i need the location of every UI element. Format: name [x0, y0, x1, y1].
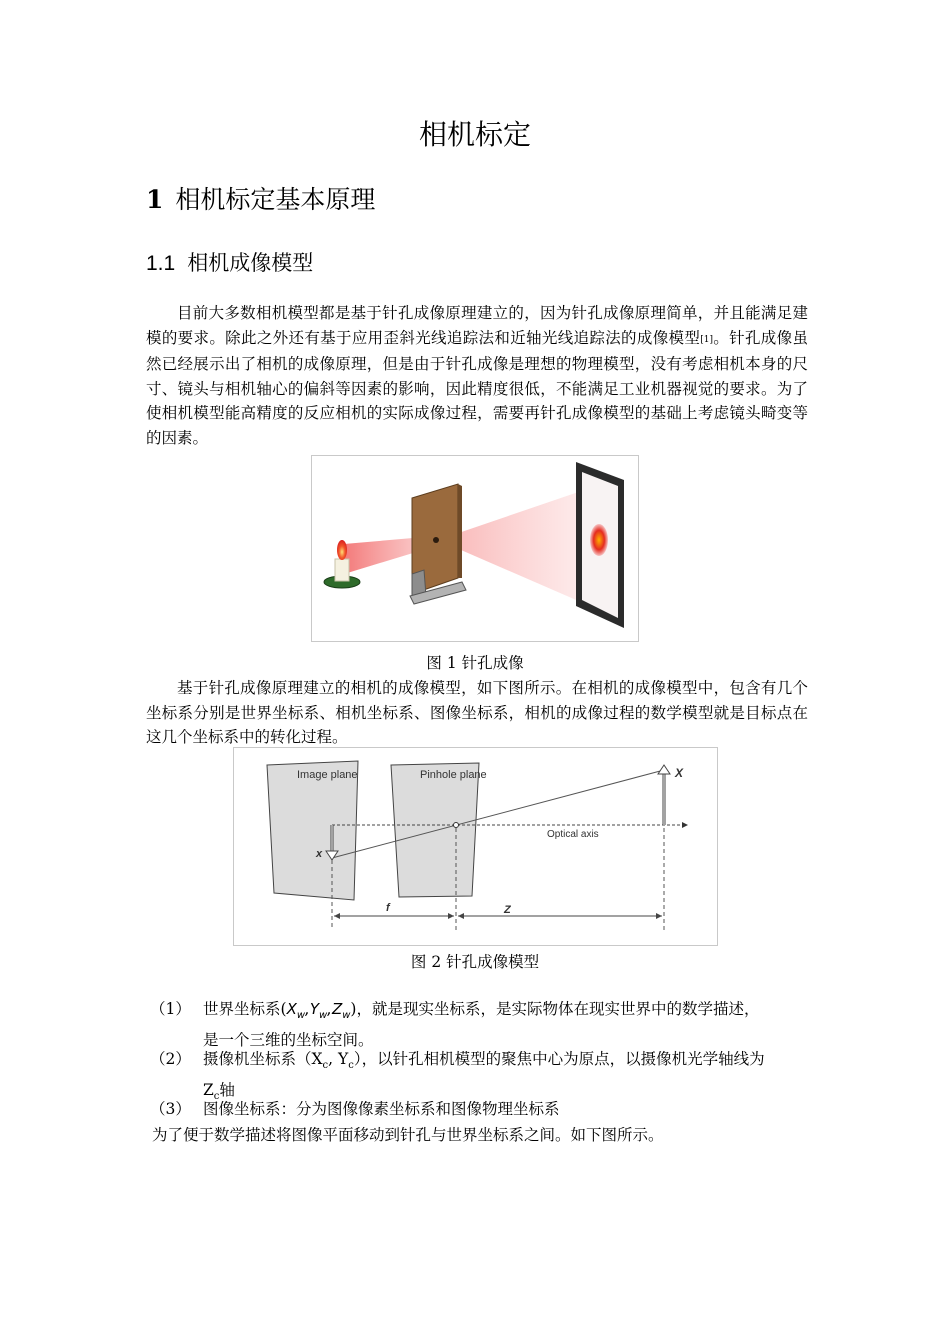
pinhole-plane-label: Pinhole plane — [420, 769, 487, 781]
list-text: ），以针孔相机模型的聚焦中心为原点，以摄像机光学轴线为 — [353, 1050, 765, 1068]
pinhole-plane — [391, 763, 479, 897]
dim-Z-arrow-right — [656, 913, 662, 919]
list-number: （3） — [150, 1100, 191, 1118]
list-text-line2: 是一个三维的坐标空间。 — [203, 1031, 374, 1049]
list-number: （1） — [150, 1000, 191, 1018]
subscript: c — [213, 1091, 220, 1102]
candle — [335, 559, 349, 581]
math-comma: , — [327, 1000, 332, 1018]
board-edge — [458, 484, 462, 578]
list-text: 图像坐标系：分为图像像素坐标系和图像物理坐标系 — [203, 1100, 560, 1118]
subscript: c — [322, 1060, 329, 1071]
dim-f-arrow-right — [448, 913, 454, 919]
subsection-number: 1.1 — [146, 252, 176, 275]
math-sub: w — [318, 1010, 328, 1021]
paragraph-conclusion: 为了便于数学描述将图像平面移动到针孔与世界坐标系之间。如下图所示。 — [152, 1126, 664, 1144]
figure-1-pinhole-imaging — [311, 455, 639, 642]
paragraph-intro — [146, 301, 808, 450]
list-number: （2） — [150, 1050, 191, 1068]
section-title: 相机标定基本原理 — [175, 185, 376, 214]
list-text-line2: Z — [203, 1081, 214, 1099]
pinhole — [433, 537, 439, 543]
subsection-heading-1-1 — [146, 247, 313, 277]
para-text-tail: 。针孔成像虽然已经展示出了相机的成像原理，但是由于针孔成像是理想的物理模型，没有考虑相机本身的尺寸、镜头与相机轴心的偏斜等因素的影响，因此精度很低，不能满足工业机器视觉的要求。为了使相机模型能高精度的反应相机的实际成像过程，需要再针孔成像模型的基础上考虑镜头畸变等的因素。 — [146, 328, 808, 447]
dim-f-arrow-left — [334, 913, 340, 919]
figure-2-pinhole-model — [233, 747, 718, 946]
list-text: 摄像机坐标系（X — [203, 1050, 323, 1068]
document-title: 相机标定 — [418, 118, 531, 151]
paragraph-coordinate-systems — [146, 676, 808, 750]
object-arrow-head — [658, 765, 670, 774]
label-Z: Z — [504, 904, 511, 916]
list-text: 世界坐标系( — [203, 1000, 287, 1018]
image-plane-label: Image plane — [297, 769, 358, 781]
figure-1-caption: 图 1 针孔成像 — [426, 654, 524, 672]
pinhole-model-diagram — [234, 748, 717, 945]
image-plane — [267, 761, 358, 900]
math-sub: w — [342, 1010, 351, 1021]
section-heading-1 — [146, 180, 375, 216]
list-text: )，就是现实坐标系，是实际物体在现实世界中的数学描述， — [350, 1000, 760, 1018]
pinhole-illustration — [312, 456, 638, 641]
subscript: c — [348, 1060, 354, 1071]
list-text-line2: 轴 — [219, 1081, 235, 1099]
para-text: 基于针孔成像原理建立的相机的成像模型，如下图所示。在相机的成像模型中，包含有几个坐标系分别是世界坐标系、相机坐标系、图像坐标系，相机的成像过程的数学模型就是目标点在这几个坐标系中的转化过程。 — [146, 679, 808, 746]
citation: [1] — [700, 334, 713, 345]
math-Y: Y — [309, 1000, 319, 1018]
para-text: 目前大多数相机模型都是基于针孔成像原理建立的，因为针孔成像原理简单，并且能满足建模的要求。除此之外还有基于应用歪斜光线追踪法和近轴光线追踪法的成像模型 — [146, 304, 808, 347]
math-comma: , — [305, 1000, 310, 1018]
math-sub: w — [296, 1010, 306, 1021]
object-label-X: X — [675, 766, 684, 780]
section-number: 1 — [146, 185, 164, 214]
projection-ray — [332, 770, 664, 858]
candle-flame — [337, 540, 347, 560]
subsection-title: 相机成像模型 — [187, 251, 314, 275]
label-f: f — [386, 902, 390, 914]
optical-axis-label: Optical axis — [547, 829, 599, 840]
math-X: X — [286, 1000, 297, 1018]
list-text: , Y — [328, 1050, 349, 1068]
pinhole-point — [454, 823, 459, 828]
figure-2-caption: 图 2 针孔成像模型 — [410, 953, 540, 971]
image-label-x: x — [316, 848, 323, 860]
list-item — [150, 997, 810, 1052]
list-item — [150, 1097, 810, 1121]
dim-Z-arrow-left — [458, 913, 464, 919]
optical-axis-arrow — [682, 822, 688, 828]
projected-image — [590, 524, 608, 556]
math-Z: Z — [331, 1000, 343, 1018]
